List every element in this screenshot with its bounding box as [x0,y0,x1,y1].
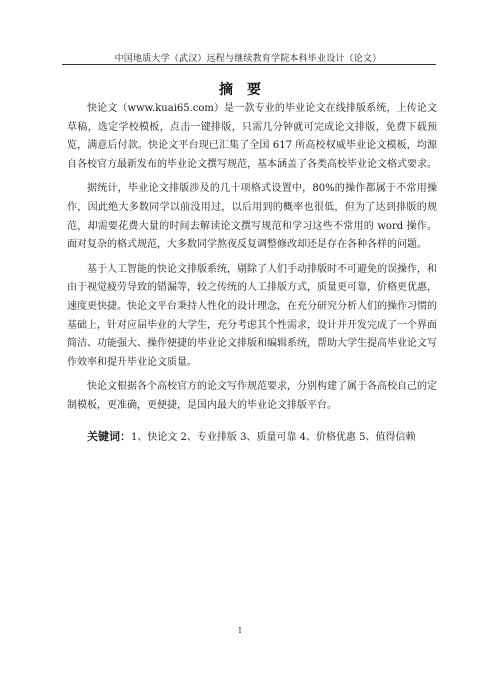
keywords-label: 关键词： [87,429,131,443]
abstract-title: 摘要 [219,82,275,98]
keywords-line [67,428,437,447]
keywords-list: 1、快论文 2、专业排版 3、质量可靠 4、价格优惠 5、值得信赖 [131,431,416,443]
abstract-body [67,100,437,447]
abstract-paragraph-2: 据统计，毕业论文排版涉及的几十项格式设置中，80%的操作都属于不常用操作，因此绝大多数同学以前没用过，以后用到的概率也很低，但为了达到排版的规范，却需要花费大量的时间去解读论文撰写规范和学习这些不常用的 word 操作。面对复杂的格式规范，大多数同学熬夜反复调整修改却还是存在各种各样的问题。 [67,183,437,251]
header-divider [62,64,436,65]
abstract-paragraph-3: 基于人工智能的快论文排版系统，剔除了人们手动排版时不可避免的误操作，和由于视觉疲劳导致的错漏等，较之传统的人工排版方式，质量更可靠，价格更优惠，速度更快捷。快论文平台秉持人性化的设计理念，在充分研究分析人们的操作习惯的基础上，针对应届毕业的大学生，充分考虑其个性需求，设计并开发完成了一个界面简洁、功能强大、操作便捷的毕业论文排版和编辑系统，帮助大学生提高毕业论文写作效率和提升毕业论文质量。 [67,263,437,368]
abstract-paragraph-4: 快论文根据各个高校官方的论文写作规范要求，分别构建了属于各高校自己的定制模板，更准确，更便捷，是国内最大的毕业论文排版平台。 [67,381,437,411]
abstract-paragraph-1: 快论文（www.kuai65.com）是一款专业的毕业论文在线排版系统，上传论文草稿，选定学校模板，点击一键排版，只需几分钟就可完成论文排版，免费下载预览，满意后付款。快论文平台现已汇集了全国 617 所高校权威毕业论文模板，均源自各校官方最新发布的毕业论文撰写规范，基本涵盖了各类高校毕业论文格式要求。 [67,103,437,170]
running-header: 中国地质大学（武汉）远程与继续教育学院本科毕业设计（论文） [114,54,382,64]
page-number: I [238,626,242,635]
